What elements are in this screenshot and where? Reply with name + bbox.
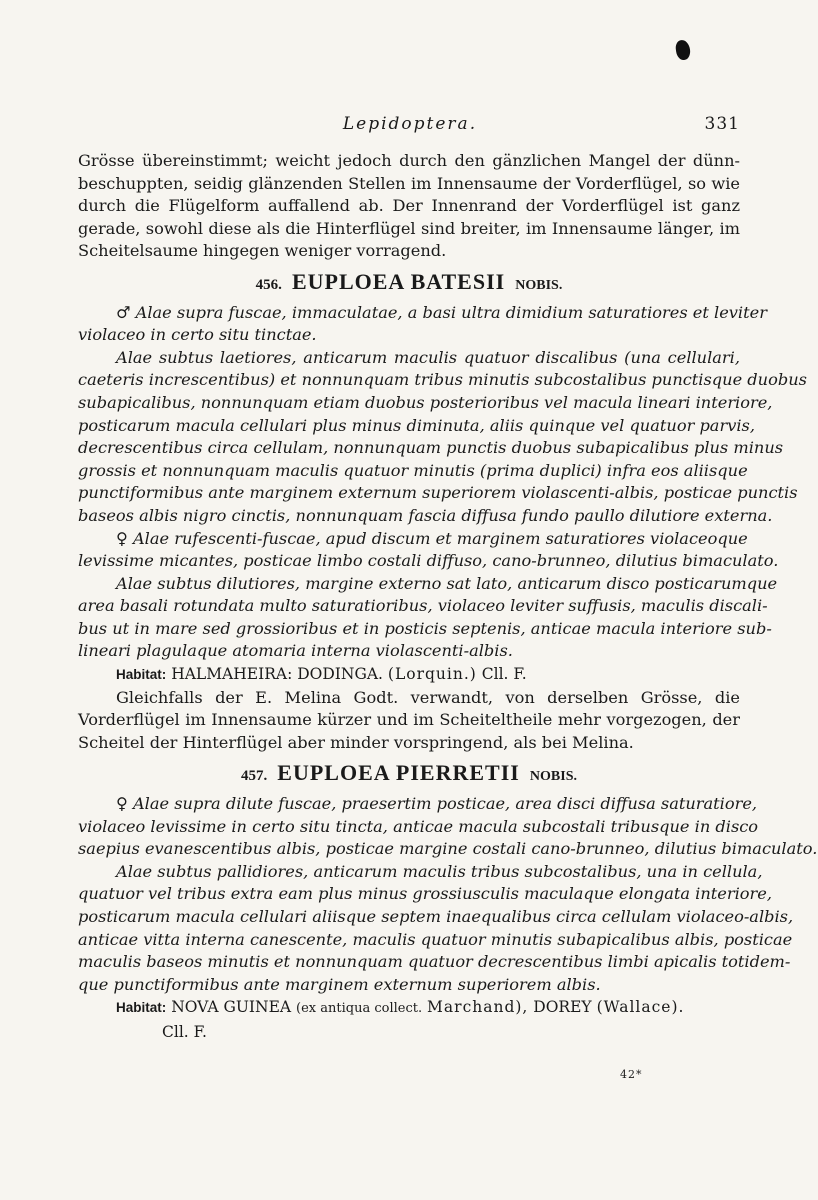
text-line: area basali rotundata multo saturatioribus, violaceo leviter suffusis, maculis discali-	[78, 596, 768, 616]
description-female-upper	[78, 528, 779, 573]
text-line: anticae vitta interna canescente, maculis quatuor minutis subapicalibus albis, posticae	[78, 929, 793, 949]
habitat-label: Habitat:	[116, 1000, 167, 1016]
text-line: Alae subtus pallidiores, anticarum maculis tribus subcostalibus, una in cellula,	[116, 861, 763, 881]
habitat-collection: Cll. F.	[162, 1022, 207, 1041]
species-name: EUPLOEA BATESII	[291, 268, 506, 294]
running-header	[80, 114, 740, 136]
species-heading-457	[78, 762, 740, 789]
page-number: 331	[704, 114, 740, 134]
text-line: bus ut in mare sed grossioribus et in posticis septenis, anticae macula interiore sub-	[78, 618, 772, 638]
description-female-under-457	[78, 861, 794, 997]
text-line: posticarum macula cellulari aliisque septem inaequalibus circa cellulam violaceo-albis,	[78, 907, 794, 926]
text-line: ♂ Alae supra fuscae, immaculatae, a basi ultra dimidium saturatiores et leviter	[116, 302, 767, 322]
species-name: EUPLOEA PIERRETII	[277, 760, 520, 786]
remark-456	[78, 687, 740, 755]
habitat-collection: Cll. F.	[481, 665, 527, 684]
text-line: beschuppten, seidig glänzenden Stellen im Innensaume der Vorderflügel, so wie	[78, 173, 740, 193]
text-line: Alae subtus dilutiores, margine externo sat lato, anticarum disco posticarumque	[116, 573, 778, 593]
species-number: 456.	[255, 276, 282, 293]
species-number: 457.	[241, 768, 268, 785]
habitat-locality-2: DOREY	[533, 998, 592, 1017]
text-line: saepius evanescentibus albis, posticae margine costali cano-brunneo, dilutius bimaculato.	[78, 839, 818, 859]
text-line: Gleichfalls der E. Melina Godt. verwandt, von derselben Grösse, die	[116, 687, 740, 707]
species-heading-456	[78, 268, 740, 298]
signature-mark: 42*	[620, 1068, 643, 1081]
text-line: gerade, sowohl diese als die Hinterflügel sind breiter, im Innensaume länger, im	[78, 218, 740, 238]
text-line: violaceo levissime in certo situ tincta, anticae macula subcostali tribusque in disco	[78, 816, 759, 836]
text-line: Alae subtus laetiores, anticarum maculis quatuor discalibus (una cellulari,	[116, 347, 740, 367]
text-line: maculis baseos minutis et nonnunquam quatuor decrescentibus limbi apicalis totidem-	[78, 952, 791, 972]
text-line: ♀ Alae rufescenti-fuscae, apud discum et marginem saturatiores violaceoque	[116, 528, 748, 548]
species-author: NOBIS.	[515, 277, 563, 293]
text-line: lineari plagulaque atomaria interna violascenti-albis.	[78, 641, 513, 661]
text-line: baseos albis nigro cinctis, nonnunquam fascia diffusa fundo paullo dilutiore externa.	[78, 505, 773, 525]
text-line: quatuor vel tribus extra eam plus minus grossiusculis maculaque elongata interiore,	[78, 884, 772, 904]
habitat-collector: Marchand),	[427, 998, 529, 1017]
running-title: Lepidoptera.	[342, 114, 478, 134]
text-line: Vorderflügel im Innensaume kürzer und im Scheiteltheile mehr vorgezogen, der	[78, 710, 740, 730]
habitat-457	[78, 996, 740, 1021]
habitat-label: Habitat:	[116, 667, 167, 683]
ink-blot	[675, 39, 692, 61]
habitat-locality: NOVA GUINEA	[171, 998, 292, 1017]
description-male-under	[78, 347, 807, 528]
text-line: ♀ Alae supra dilute fuscae, praesertim posticae, area disci diffusa saturatiore,	[116, 794, 758, 814]
habitat-collector: (Lorquin.)	[387, 665, 477, 684]
habitat-note: (ex antiqua collect.	[296, 1001, 423, 1017]
habitat-collector-2: (Wallace).	[596, 998, 685, 1017]
species-author: NOBIS.	[529, 769, 577, 785]
text-line: decrescentibus circa cellulam, nonnunquam punctis duobus subapicalibus plus minus	[78, 438, 784, 458]
text-line: durch die Flügelform auffallend ab. Der Innenrand der Vorderflügel ist ganz	[78, 196, 740, 216]
text-line: levissime micantes, posticae limbo costali diffuso, cano-brunneo, dilutius bimaculato.	[78, 551, 779, 571]
text-line: que punctiformibus ante marginem externum superiorem albis.	[78, 974, 601, 994]
description-male-upper	[78, 302, 767, 347]
text-line: Scheitelsaume hingegen weniger vorragend.	[78, 241, 447, 261]
text-line: punctiformibus ante marginem externum superiorem violascenti-albis, posticae punctis	[78, 483, 798, 503]
text-line: violaceo in certo situ tinctae.	[78, 325, 317, 345]
page-body	[78, 150, 818, 1044]
habitat-456	[78, 663, 740, 687]
text-line: Scheitel der Hinterflügel aber minder vorspringend, als bei Melina.	[78, 732, 634, 752]
description-female-under	[78, 573, 778, 663]
description-female-upper-457	[78, 793, 818, 861]
text-line: grossis et nonnunquam maculis quatuor minutis (prima duplici) infra eos aliisque	[78, 460, 748, 480]
text-line: posticarum macula cellulari plus minus diminuta, aliis quinque vel quatuor parvis,	[78, 415, 755, 435]
text-line: subapicalibus, nonnunquam etiam duobus posterioribus vel macula lineari interiore,	[78, 392, 773, 412]
intro-paragraph	[78, 150, 740, 263]
text-line: caeteris increscentibus) et nonnunquam tribus minutis subcostalibus punctisque duobus	[78, 370, 807, 390]
habitat-collection-457	[78, 1021, 740, 1044]
habitat-locality: HALMAHEIRA: DODINGA.	[171, 665, 383, 684]
text-line: Grösse übereinstimmt; weicht jedoch durch den gänzlichen Mangel der dünn-	[78, 151, 740, 170]
